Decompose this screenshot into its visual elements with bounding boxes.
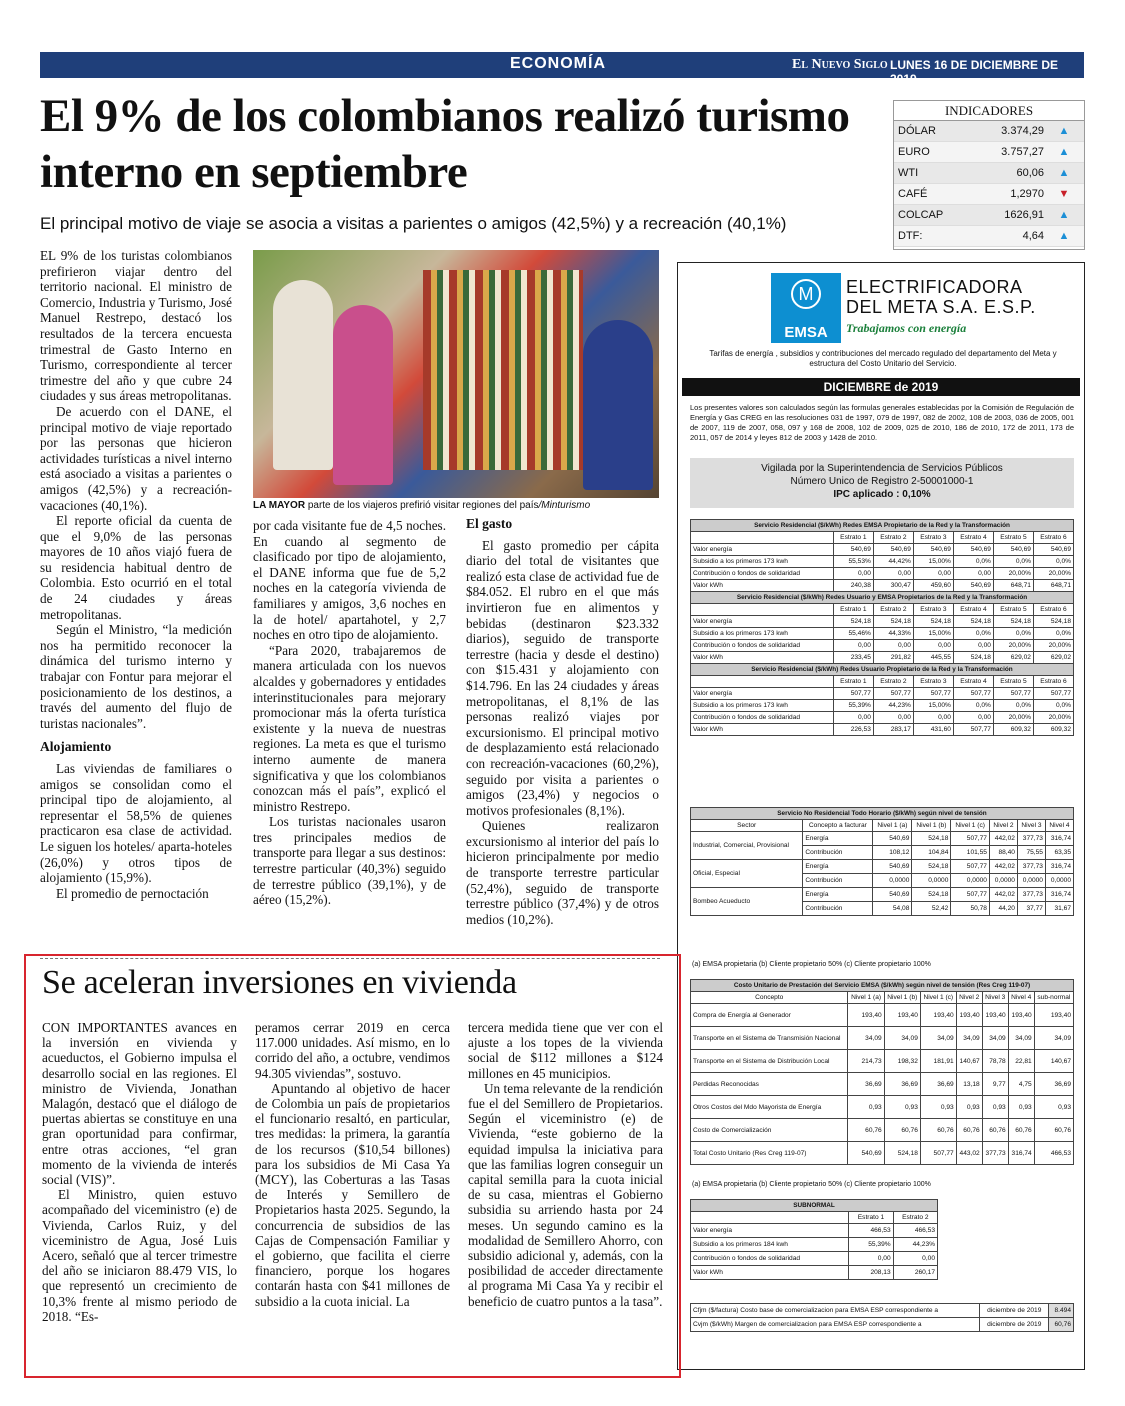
subheading-gasto: El gasto: [466, 516, 513, 531]
indicators-box: [893, 100, 1085, 250]
housing-column-2: [255, 1020, 450, 1309]
emsa-description: Tarifas de energía , subsidios y contribuciones del mercado regulado del departamento del Meta y estructura del Costo Unitario del Servicio.: [709, 349, 1057, 368]
indicator-name: DÓLAR: [898, 125, 936, 137]
photo-caption: LA MAYOR parte de los viajeros prefirió visitar regiones del país/Minturismo: [253, 500, 591, 511]
indicator-name: COLCAP: [898, 209, 944, 221]
arrow-up-icon: ▲: [1058, 125, 1070, 137]
unit-cost-legend: (a) EMSA propietaria (b) Cliente propietario 50% (c) Cliente propietario 100%: [692, 1181, 931, 1188]
indicator-value: 1,2970: [1010, 188, 1044, 200]
paragraph: Apuntando al objetivo de hacer de Colombia un país de propietarios el funcionario resaltó, en particular, tres medidas: la primera, la garantía de los recursos ($10,54 billones) para los subsidios de Mi Casa Ya (MCY), las Coberturas a las Tasas de Interés y Semillero de Propietarios hasta 2025. Segundo, la concurrencia de subsidios de las Cajas de Compensación Familiar y el gobierno, que facilita el cierre financiero, porque los hogares contarán hasta con $41 millones de subsidio a la cuota inicial. La: [255, 1080, 450, 1309]
newspaper-name: El Nuevo Siglo: [792, 57, 888, 72]
paragraph: EL 9% de los turistas colombianos prefirieron viajar dentro del territorio nacional. El ministro de Comercio, Industria y Turismo, José Manuel Restrepo, destacó los resultados de la tercera encuesta trimestral de Gasto Interno en Turismo, correspondiente al tercer trimestre del año y que cubre 24 ciudades y sus áreas metropolitanas.: [40, 248, 232, 404]
main-headline: El 9% de los colombianos realizó turismo interno en septiembre: [40, 90, 850, 198]
indicator-value: 4,64: [1022, 230, 1044, 242]
paragraph: Un tema relevante de la rendición fue el del Semillero de Propietarios. Según el viceministro (e) de Vivienda, “este gobierno de la equidad impulsa la iniciativa para que las familias logren conseguir un capital semilla para la cuota inicial de su casa, mientras el Gobierno subsidia su arriendo hasta por 24 meses. Un segundo camino es la modalidad de Semillero Ahorro, con subsidio adicional y, además, con la posibilidad de acceder directamente al programa Mi Casa Ya y recibir el beneficio de cuatro puntos a la tasa”.: [468, 1080, 663, 1309]
paragraph: El reporte oficial da cuenta de que el 9,0% de las personas mayores de 10 años viajó fuera de su residencia habitual dentro de Colombia. Esto ocurrió en el total de 24 ciudades y áreas metropolitanas.: [40, 513, 232, 622]
housing-headline: Se aceleran inversiones en vivienda: [42, 964, 517, 1001]
indicator-name: DTF:: [898, 230, 923, 242]
indicator-row: [894, 205, 1084, 226]
emsa-ad: [677, 262, 1085, 1370]
indicator-row: [894, 142, 1084, 163]
paragraph: peramos cerrar 2019 en cerca 117.000 unidades. Así mismo, en lo corrido del año, a octubre, vendimos 94.305 viviendas”, sostuvo.: [255, 1020, 450, 1081]
non-residential-tariff-table: Servicio No Residencial Todo Horario ($/kWh) según nivel de tensión Sector Concepto a facturar Nivel 1 (a) Nivel 1 (b) Nivel 1 (c) Nivel 2 Nivel 3 Nivel 4 Industrial, Comercial, Provisional Energía 540,69 524,18 507,77 442,02 377,73 316,74 Contribución 108,12 104,84 101,55 88,40 75,55 63,35 Oficial, Especial Energía 540,69 524,18 507,77 442,02 377,73 316,74 Contribución 0,0000 0,0000 0,0000 0,0000 0,0000 0,0000 Bombeo Acueducto Energía 540,69 524,18 507,77 442,02 377,73 316,74 Contribución 54,08 52,42 50,78 44,20 37,77 31,67: [690, 807, 1074, 916]
page-number: 3B: [1096, 54, 1120, 74]
indicator-row: [894, 163, 1084, 184]
indicator-name: CAFÉ: [898, 188, 928, 200]
indicator-value: 1626,91: [1004, 209, 1044, 221]
paragraph: El Ministro, quien estuvo acompañado del viceministro (e) de Vivienda, Carlos Ruiz, y del viceministro de Agua, José Luis Acero, señaló que al tercer trimestre del año se iniciaron 88.479 VIS, lo que representó un crecimiento de 10,3% frente al mismo periodo de 2018. “Es-: [42, 1187, 237, 1324]
arrow-up-icon: ▲: [1058, 146, 1070, 158]
paragraph: por cada visitante fue de 4,5 noches. En cuando al segmento de clasificado por tipo de alojamiento, el DANE informa que fue de 5,2 noches en la categoría vivienda de familiares y amigos, 3,6 noches en la de hotel/ apartahotel, y 2,7 noches en otro tipo de alojamiento.: [253, 518, 446, 643]
article-column-3: [466, 516, 659, 927]
paragraph: Las viviendas de familiares o amigos se consolidan como el principal tipo de alojamiento, al representar el 58,5% de quienes practicaron esa clase de actividad. Le siguen los hoteles/ aparta-hoteles (26,0%) y otros tipos de alojamiento (15,9%).: [40, 761, 232, 886]
indicator-row: [894, 226, 1084, 247]
indicator-value: 60,06: [1016, 167, 1044, 179]
indicators-title: INDICADORES: [894, 101, 1084, 121]
indicator-name: WTI: [898, 167, 919, 179]
emsa-month-bar: DICIEMBRE de 2019: [682, 378, 1080, 396]
paragraph: “Para 2020, trabajaremos de manera articulada con los nuevos alcaldes y gobernadores y entidades interinstitucionales para mejorary promocionar más la oferta turística existente y la nueva de nuestras regiones. La meta es que el turismo interno aumente de manera significativa y que los colombianos conozcan más el país”, explicó el ministro Restrepo.: [253, 642, 446, 814]
main-subhead: El principal motivo de viaje se asocia a visitas a parientes o amigos (42,5%) y a recreación (40,1%): [40, 214, 787, 233]
article-column-2: [253, 518, 446, 908]
emsa-title: ELECTRIFICADORA DEL META S.A. E.S.P.: [846, 277, 1036, 317]
housing-column-3: [468, 1020, 663, 1309]
issue-date: LUNES 16 DE DICIEMBRE DE 2019: [890, 58, 1059, 86]
paragraph: Quienes realizaron excursionismo al interior del país lo hicieron principalmente por medio de transporte terrestre particular (52,4%), seguido de transporte terrestre público (37,4%) y de otros medios (10,2%).: [466, 818, 659, 927]
housing-article-box: [24, 954, 681, 1378]
arrow-down-icon: ▼: [1058, 188, 1070, 200]
unit-cost-table: Costo Unitario de Prestación del Servicio EMSA ($/kWh) según nivel de tensión (Res Creg 119-07) Concepto Nivel 1 (a) Nivel 1 (b) Nivel 1 (c) Nivel 2 Nivel 3 Nivel 4 sub-normal Compra de Energía al Generador 193,40 193,40 193,40 193,40 193,40 193,40 193,40 Transporte en el Sistema de Transmisión Nacional 34,09 34,09 34,09 34,09 34,09 34,09 34,09 Transporte en el Sistema de Distribución Local 214,73 198,32 181,91 140,67 78,78 22,81 140,67 Perdidas Reconocidas 36,69 36,69 36,69 13,18 9,77 4,75 36,69 Otros Costos del Mdo Mayorista de Energía 0,93 0,93 0,93 0,93 0,93 0,93 0,93 Costo de Comercialización 60,76 60,76 60,76 60,76 60,76 60,76 60,76 Total Costo Unitario (Res Creg 119-07) 540,69 524,18 507,77 443,02 377,73 316,74 466,53: [690, 979, 1074, 1165]
paragraph: El gasto promedio per cápita diario del total de visitantes que realizó esta clase de actividad fue de $84.052. El rubro en el que más invirtieron fue en alimentos y bebidas (destinaron $23.332 diarios), seguido de transporte terrestre (hacia y desde el destino) con $15.431 y alojamiento con $14.796. En las 24 ciudades y áreas metropolitanas, el 8,1% de las personas realizó viajes por excursionismo. El principal motivo de desplazamiento está relacionado con recreación-vacaciones (60,2%), seguido por visita a parientes o amigos (23,4%) y negocios o motivos profesionales (8,1%).: [466, 537, 659, 818]
paragraph: tercera medida tiene que ver con el ajuste a los topes de la vivienda social de $112 millones a $124 millones en 45 municipios.: [468, 1020, 663, 1081]
article-photo: [253, 250, 659, 498]
arrow-up-icon: ▲: [1058, 209, 1070, 221]
residential-tariff-table: Servicio Residencial ($/kWh) Redes EMSA Propietario de la Red y la Transformación Estrato 1 Estrato 2 Estrato 3 Estrato 4 Estrato 5 Estrato 6 Valor energía 540,69 540,69 540,69 540,69 540,69 540,69 Subsidio a los primeros 173 kwh 55,53% 44,42% 15,00% 0,0% 0,0% 0,0% Contribución o fondos de solidaridad 0,00 0,00 0,00 0,00 20,00% 20,00% Valor kWh 240,38 300,47 459,60 540,69 648,71 648,71 Servicio Residencial ($/kWh) Redes Usuario y EMSA Propietarios de la Red y la Transformación Estrato 1 Estrato 2 Estrato 3 Estrato 4 Estrato 5 Estrato 6 Valor energía 524,18 524,18 524,18 524,18 524,18 524,18 Subsidio a los primeros 173 kwh 55,46% 44,33% 15,00% 0,0% 0,0% 0,0% Contribución o fondos de solidaridad 0,00 0,00 0,00 0,00 20,00% 20,00% Valor kWh 233,45 291,82 445,55 524,18 629,02 629,02 Servicio Residencial ($/kWh) Redes Usuario Propietario de la Red y la Transformación Estrato 1 Estrato 2 Estrato 3 Estrato 4 Estrato 5 Estrato 6 Valor energía 507,77 507,77 507,77 507,77 507,77 507,77 Subsidio a los primeros 173 kwh 55,39% 44,23% 15,00% 0,0% 0,0% 0,0% Contribución o fondos de solidaridad 0,00 0,00 0,00 0,00 20,00% 20,00% Valor kWh 226,53 283,17 431,60 507,77 609,32 609,32: [690, 519, 1074, 736]
indicator-value: 3.757,27: [1001, 146, 1044, 158]
paragraph: CON IMPORTANTES avances en la inversión en vivienda y acueductos, el Gobierno impulsa el desarrollo social en las regiones. El ministro de Vivienda, Jonathan Malagón, destacó que el diálogo de puertas abiertas se constituye en una gran oportunidad para confirmar, entre otras acciones, “el gran momento de la vivienda de interés social (VIS)”.: [42, 1020, 237, 1188]
section-name: ECONOMÍA: [510, 55, 606, 72]
housing-column-1: [42, 1020, 237, 1324]
commercialization-table: Cfjm ($/factura) Costo base de comercializacion para EMSA ESP correspondiente a diciembre de 2019 8.494 Cvjm ($/kWh) Margen de comercializacion para EMSA ESP correspondiente a diciembre de 2019 60,76: [690, 1303, 1074, 1332]
emsa-legal-note: Los presentes valores son calculados según las formulas generales establecidas por la Comisión de Regulación de Energía y Gas CREG en las resoluciones 031 de 1997, 079 de 1997, 082 de 2002, 108 de 2003, 036 de 2005, 001 de 2007, 119 de 2007, 058, 097 y 168 de 2008, 102 de 2009, 025 de 2010, 186 de 2010, 172 de 2011, 173 de 2011, 057 de 2014 y leyes 812 de 2003 y 1428 de 2010.: [690, 403, 1074, 442]
indicator-row: [894, 184, 1084, 205]
paragraph: Según el Ministro, “la medición nos ha permitido reconocer la dinámica del turismo interno y trabajar con Fontur para mejorar el posicionamiento de los destinos, a través del aumento del flujo de turistas nacionales”.: [40, 622, 232, 731]
indicator-row: [894, 121, 1084, 142]
subheading-alojamiento: Alojamiento: [40, 739, 112, 755]
indicator-value: 3.374,29: [1001, 125, 1044, 137]
paragraph: De acuerdo con el DANE, el principal motivo de viaje reportado por las personas que hicieron actividades turísticas a nivel interno está asociado a visitas a parientes o amigos (42,5%) y a recreación-vacaciones (40,1%).: [40, 403, 232, 513]
lightbulb-icon: M: [791, 279, 821, 309]
emsa-logo: M EMSA: [771, 273, 841, 343]
tariff-legend: (a) EMSA propietaria (b) Cliente propietario 50% (c) Cliente propietario 100%: [692, 961, 931, 968]
paragraph: Los turistas nacionales usaron tres principales medios de transporte para llegar a sus destinos: terrestre particular (40,3%) seguido de terrestre público (39,1%), y de aéreo (15,2%).: [253, 814, 446, 908]
emsa-supervision-box: Vigilada por la Superintendencia de Servicios Públicos Número Unico de Registro 2-50001000-1 IPC aplicado : 0,10%: [690, 458, 1074, 508]
arrow-up-icon: ▲: [1058, 230, 1070, 242]
emsa-slogan: Trabajamos con energía: [846, 321, 967, 335]
subnormal-table: SUBNORMAL Estrato 1 Estrato 2 Valor energía 466,53 466,53 Subsidio a los primeros 184 kwh 55,39% 44,23% Contribución o fondos de solidaridad 0,00 0,00 Valor kWh 208,13 260,17: [690, 1199, 938, 1280]
article-column-1: [40, 248, 232, 901]
arrow-up-icon: ▲: [1058, 167, 1070, 179]
indicator-name: EURO: [898, 146, 930, 158]
section-header-bar: [40, 52, 1120, 86]
paragraph: El promedio de pernoctación: [56, 885, 209, 901]
